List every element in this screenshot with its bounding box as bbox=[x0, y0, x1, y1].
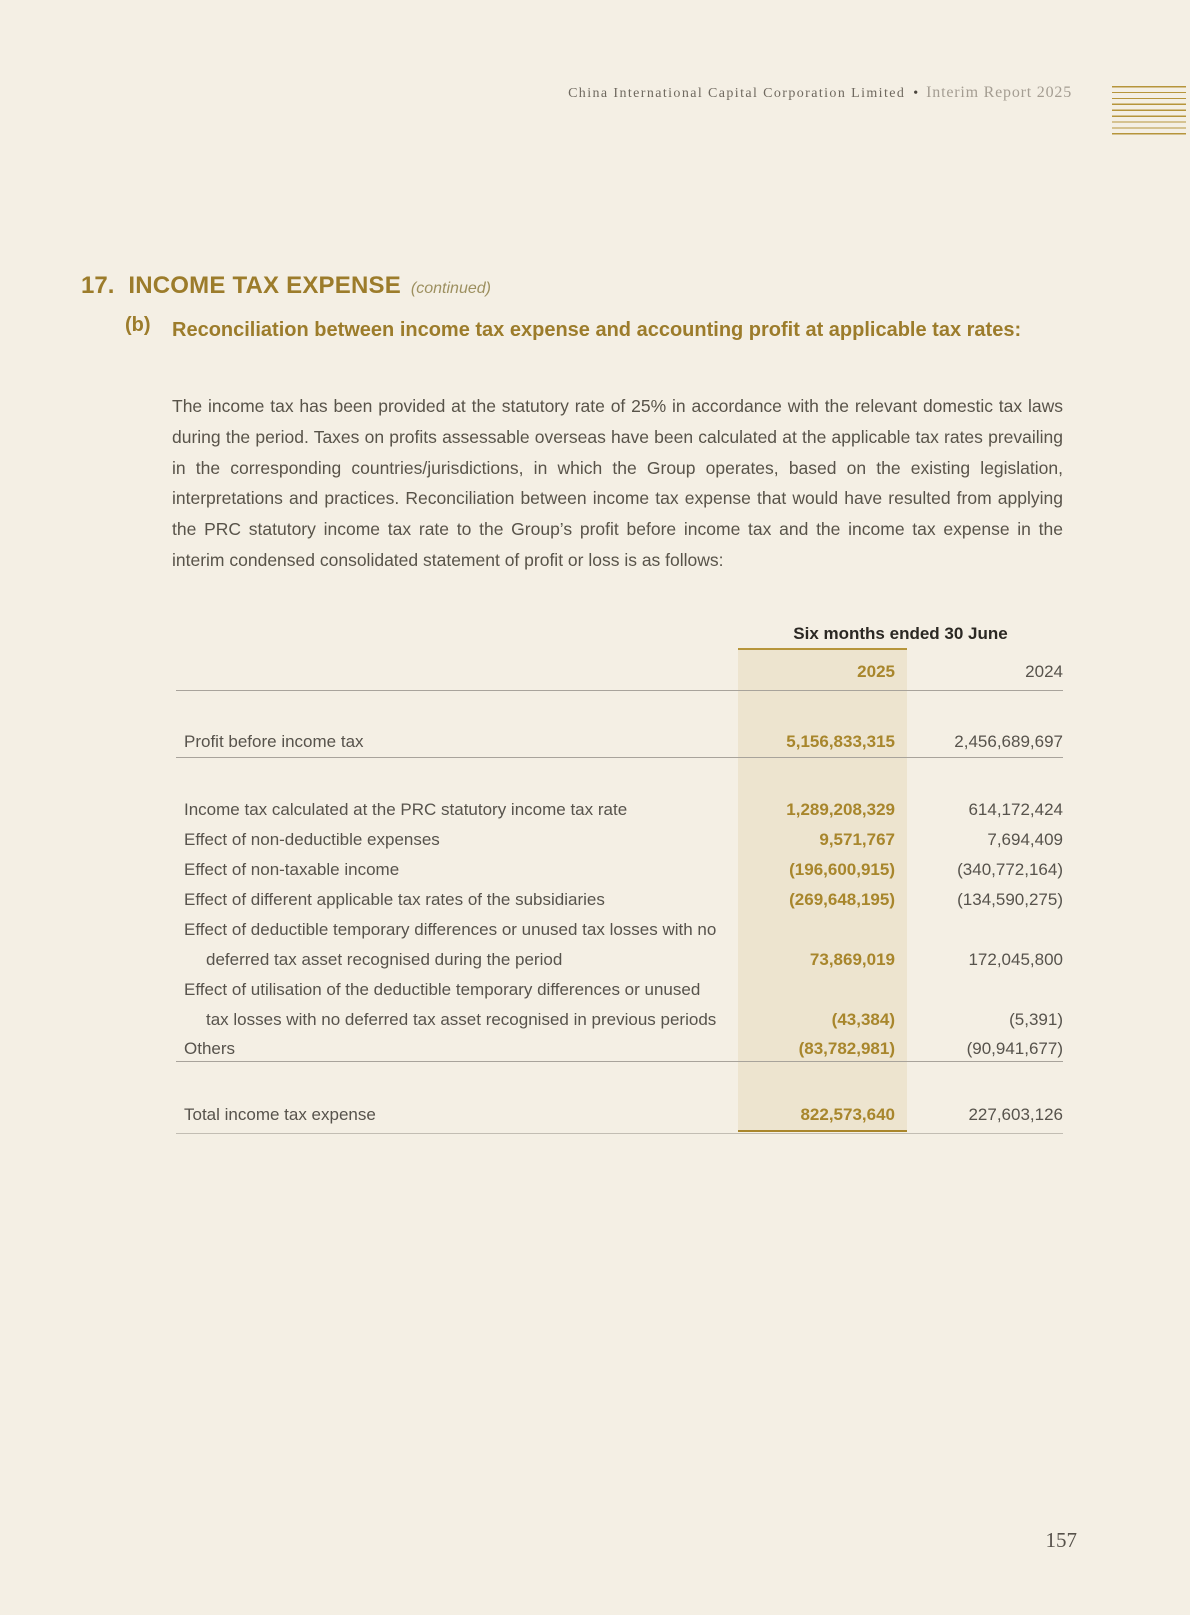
row-value-2025: (269,648,195) bbox=[789, 890, 895, 909]
header-bullet: • bbox=[913, 86, 919, 101]
reconciliation-table bbox=[176, 610, 1063, 1136]
row-value-2024: (134,590,275) bbox=[957, 890, 1063, 909]
bottom-rule bbox=[176, 1133, 1063, 1134]
table-row bbox=[176, 885, 1063, 915]
row-label: Total income tax expense bbox=[184, 1105, 376, 1124]
row-value-2024: 7,694,409 bbox=[987, 830, 1063, 849]
row-label: Others bbox=[184, 1039, 236, 1058]
table-row bbox=[176, 795, 1063, 825]
row-label: Effect of utilisation of the deductible temporary differences or unused bbox=[184, 980, 701, 999]
row-label: Effect of non-taxable income bbox=[184, 860, 400, 879]
gold-lines-decoration bbox=[1112, 86, 1186, 139]
row-value-2025: (43,384) bbox=[831, 1010, 895, 1029]
page-number: 157 bbox=[1045, 1528, 1077, 1552]
section-continued-note: (continued) bbox=[410, 280, 491, 297]
row-rule bbox=[176, 757, 1063, 758]
row-value-2024: 2,456,689,697 bbox=[954, 732, 1063, 751]
row-label: Effect of different applicable tax rates of the subsidiaries bbox=[184, 890, 605, 909]
table-row bbox=[176, 945, 1063, 975]
row-label: tax losses with no deferred tax asset recognised in previous periods bbox=[206, 1010, 717, 1029]
row-value-2024: 172,045,800 bbox=[968, 950, 1063, 969]
column-header-2025: 2025 bbox=[857, 662, 895, 681]
subsection-heading: Reconciliation between income tax expense and accounting profit at applicable tax rates: bbox=[172, 319, 1022, 341]
column-header-2024: 2024 bbox=[1025, 662, 1063, 681]
row-value-2025: (196,600,915) bbox=[789, 860, 895, 879]
section-name: INCOME TAX EXPENSE bbox=[128, 272, 401, 299]
row-value-2024: 614,172,424 bbox=[968, 800, 1063, 819]
table-row bbox=[176, 1034, 1063, 1064]
section-number: 17. bbox=[81, 272, 115, 299]
subsection bbox=[125, 314, 1055, 347]
table-row bbox=[176, 975, 1063, 1005]
row-label: deferred tax asset recognised during the period bbox=[206, 950, 563, 969]
row-value-2024: (90,941,677) bbox=[966, 1039, 1063, 1058]
row-value-2025: 822,573,640 bbox=[800, 1105, 895, 1124]
row-value-2025: 1,289,208,329 bbox=[786, 800, 895, 819]
table-row-total bbox=[176, 1100, 1063, 1130]
header-rule bbox=[176, 690, 1063, 691]
company-name: China International Capital Corporation Limited bbox=[568, 86, 906, 101]
report-title: Interim Report 2025 bbox=[926, 84, 1072, 101]
table-row bbox=[176, 1005, 1063, 1035]
subsection-marker: (b) bbox=[125, 314, 151, 336]
running-header bbox=[568, 84, 1072, 102]
row-label: Income tax calculated at the PRC statutory income tax rate bbox=[184, 800, 628, 819]
row-value-2025: 9,571,767 bbox=[819, 830, 895, 849]
row-value-2025: 5,156,833,315 bbox=[786, 732, 895, 751]
row-value-2024: (5,391) bbox=[1009, 1010, 1063, 1029]
table-row bbox=[176, 855, 1063, 885]
row-label: Profit before income tax bbox=[184, 732, 364, 751]
row-value-2024: 227,603,126 bbox=[968, 1105, 1063, 1124]
section-title bbox=[81, 272, 491, 300]
row-label: Effect of non-deductible expenses bbox=[184, 830, 440, 849]
row-label: Effect of deductible temporary differences or unused tax losses with no bbox=[184, 920, 717, 939]
table-row bbox=[176, 727, 1063, 757]
table-row bbox=[176, 825, 1063, 855]
row-value-2025: (83,782,981) bbox=[798, 1039, 895, 1058]
period-header: Six months ended 30 June bbox=[793, 624, 1008, 643]
body-paragraph: The income tax has been provided at the statutory rate of 25% in accordance with the relevant domestic tax laws during the period. Taxes on profits assessable overseas have been calculated at the applicable tax rates prevailing in the corresponding countries/jurisdictions, in which the Group operates, based on the existing legislation, interpretations and practices. Reconciliation between income tax expense that would have resulted from applying the PRC statutory income tax rate to the Group’s profit before income tax and the income tax expense in the interim condensed consolidated statement of profit or loss is as follows: bbox=[172, 396, 1063, 570]
row-value-2024: (340,772,164) bbox=[957, 860, 1063, 879]
row-value-2025: 73,869,019 bbox=[809, 950, 895, 969]
table-row bbox=[176, 915, 1063, 945]
